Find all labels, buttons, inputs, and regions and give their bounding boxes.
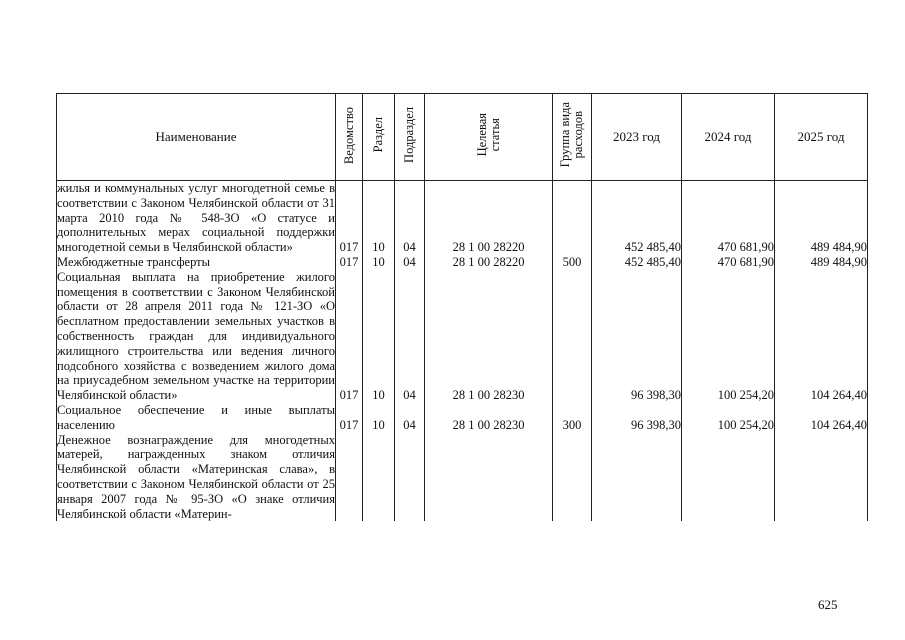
row-gruppa xyxy=(553,181,592,255)
row-gruppa xyxy=(553,270,592,403)
row-2024: 470 681,90 xyxy=(682,181,775,255)
row-podrazdel: 04 xyxy=(395,181,425,255)
table-row xyxy=(57,433,868,522)
row-2024: 470 681,90 xyxy=(682,255,775,270)
row-ved xyxy=(336,433,363,522)
table-header-row xyxy=(57,94,868,181)
row-name: жилья и коммунальных услуг многодетной семье в соответствии с Законом Челябинской области от 31 марта 2010 года № 548-ЗО «О статусе и дополнительных мерах социальной поддержки многодетной семьи в Челябинской области» xyxy=(57,181,335,255)
row-2023 xyxy=(592,433,682,522)
row-2025: 104 264,40 xyxy=(775,270,868,403)
row-2025 xyxy=(775,433,868,522)
row-2025: 489 484,90 xyxy=(775,255,868,270)
row-celevaya: 28 1 00 28230 xyxy=(425,270,553,403)
row-2024: 100 254,20 xyxy=(682,403,775,433)
row-celevaya: 28 1 00 28220 xyxy=(425,181,553,255)
row-gruppa: 500 xyxy=(553,255,592,270)
row-2023: 96 398,30 xyxy=(592,403,682,433)
header-2023: 2023 год xyxy=(592,94,682,181)
page-number: 625 xyxy=(818,597,838,612)
row-ved: 017 xyxy=(336,255,363,270)
row-name: Межбюджетные трансферты xyxy=(57,255,336,270)
row-razdel: 10 xyxy=(363,255,395,270)
header-podrazdel: Подраздел xyxy=(395,94,425,181)
header-name: Наименование xyxy=(57,94,336,181)
row-podrazdel: 04 xyxy=(395,255,425,270)
row-celevaya xyxy=(425,433,553,522)
row-podrazdel: 04 xyxy=(395,270,425,403)
row-2023: 452 485,40 xyxy=(592,181,682,255)
row-name: Социальная выплата на приобретение жилого помещения в соответствии с Законом Челябинской области от 28 апреля 2011 года № 121-ЗО «О бесплатном предоставлении земельных участков в собственность граждан для индивидуального жилищного строительства или ведения личного подсобного хозяйства с возведением жилого дома на приусадебном земельном участке на территории Челябинской области» xyxy=(57,269,335,403)
table-row xyxy=(57,403,868,433)
row-name: Денежное вознаграждение для многодетных матерей, награжденных знаком отличия Челябинской области «Материнская слава», в соответствии с Законом Челябинской области от 25 января 2007 года № 95-ЗО «О знаке отличия Челябинской области «Материн- xyxy=(57,432,335,521)
row-ved: 017 xyxy=(336,181,363,255)
row-celevaya: 28 1 00 28230 xyxy=(425,403,553,433)
budget-table xyxy=(56,93,868,521)
header-razdel: Раздел xyxy=(363,94,395,181)
row-podrazdel: 04 xyxy=(395,403,425,433)
row-gruppa xyxy=(553,433,592,522)
header-2025: 2025 год xyxy=(775,94,868,181)
row-name: Социальное обеспечение и иные выплаты населению xyxy=(57,402,335,432)
header-2024: 2024 год xyxy=(682,94,775,181)
row-2024 xyxy=(682,433,775,522)
row-2024: 100 254,20 xyxy=(682,270,775,403)
row-razdel: 10 xyxy=(363,270,395,403)
table-row xyxy=(57,270,868,403)
row-ved: 017 xyxy=(336,403,363,433)
header-gruppa: Группа вида расходов xyxy=(553,94,592,181)
row-razdel: 10 xyxy=(363,181,395,255)
row-gruppa: 300 xyxy=(553,403,592,433)
header-celevaya: Целевая статья xyxy=(425,94,553,181)
row-2023: 452 485,40 xyxy=(592,255,682,270)
row-razdel xyxy=(363,433,395,522)
table-row xyxy=(57,181,868,255)
row-ved: 017 xyxy=(336,270,363,403)
table-row xyxy=(57,255,868,270)
row-2025: 489 484,90 xyxy=(775,181,868,255)
header-vedomstvo: Ведомство xyxy=(336,94,363,181)
row-2023: 96 398,30 xyxy=(592,270,682,403)
row-2025: 104 264,40 xyxy=(775,403,868,433)
row-podrazdel xyxy=(395,433,425,522)
row-celevaya: 28 1 00 28220 xyxy=(425,255,553,270)
row-razdel: 10 xyxy=(363,403,395,433)
